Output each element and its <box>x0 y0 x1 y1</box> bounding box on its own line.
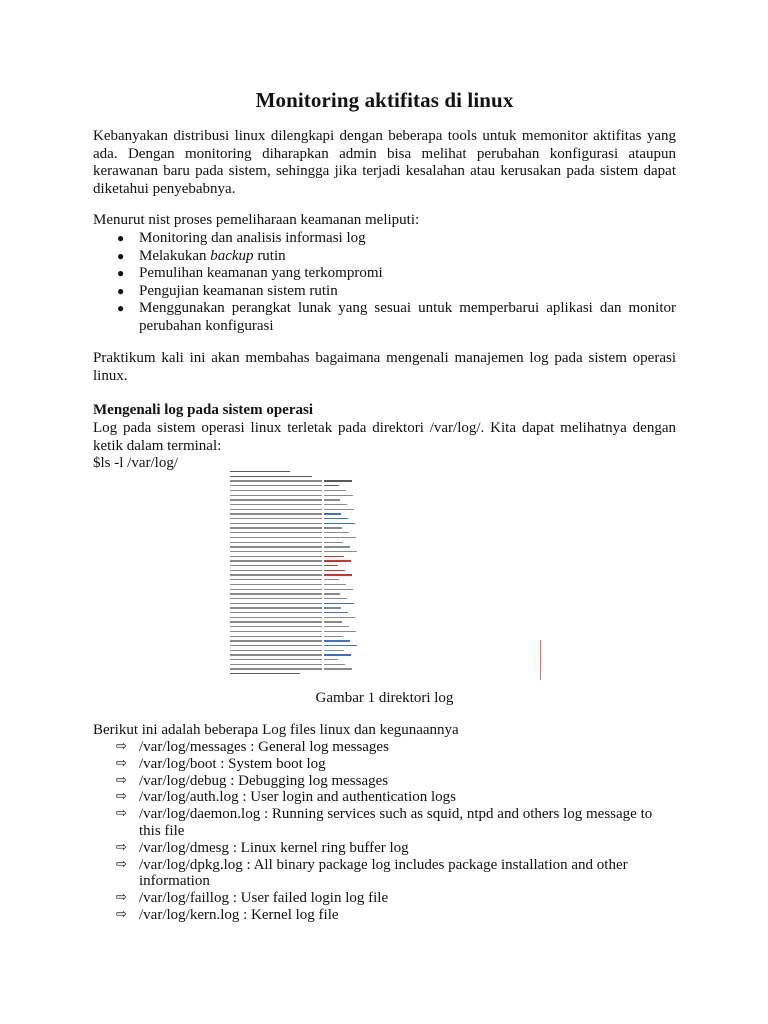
terminal-filename <box>324 518 348 519</box>
terminal-filename <box>324 565 338 566</box>
terminal-filename <box>324 584 346 585</box>
terminal-filename <box>324 509 354 510</box>
terminal-filename <box>324 650 344 651</box>
terminal-line <box>230 598 322 599</box>
terminal-line <box>230 654 322 655</box>
list-item: ⇨ /var/log/daemon.log : Running services such as squid, ntpd and others log message to this file <box>116 806 653 839</box>
terminal-line <box>230 551 322 552</box>
terminal-line <box>230 556 322 557</box>
arrow-right-icon: ⇨ <box>116 739 127 754</box>
terminal-line <box>230 621 322 622</box>
list-item: ● Pengujian keamanan sistem rutin <box>117 282 338 299</box>
log-file-list <box>93 739 676 924</box>
terminal-filename <box>324 631 356 632</box>
arrow-right-icon: ⇨ <box>116 789 127 805</box>
terminal-filename <box>324 636 343 637</box>
list-item: ● Pemulihan keamanan yang terkompromi <box>117 265 383 281</box>
bullet-list <box>93 230 676 335</box>
terminal-filename <box>324 612 348 613</box>
terminal-filename <box>324 589 353 590</box>
terminal-line <box>230 476 312 477</box>
terminal-line <box>230 574 322 575</box>
arrow-right-icon: ⇨ <box>116 772 127 788</box>
terminal-line <box>230 640 322 641</box>
terminal-filename <box>324 654 351 655</box>
terminal-line <box>230 523 322 524</box>
terminal-line <box>230 589 322 590</box>
terminal-filename <box>324 617 355 618</box>
terminal-line <box>230 504 322 505</box>
terminal-filename <box>324 598 347 599</box>
terminal-filename <box>324 499 340 500</box>
terminal-line <box>230 560 322 561</box>
terminal-filename <box>324 542 343 543</box>
list-item: ● Menggunakan perangkat lunak yang sesuai untuk memperbarui aplikasi dan monitor perubahan konfigurasi <box>117 300 676 334</box>
terminal-line <box>230 664 322 665</box>
list-item: ● Monitoring dan analisis informasi log <box>117 230 366 246</box>
terminal-line <box>230 668 322 669</box>
terminal-text-block <box>227 468 359 680</box>
terminal-filename <box>324 579 339 580</box>
list-item: ⇨ /var/log/dmesg : Linux kernel ring buffer log <box>116 839 409 856</box>
log-intro-paragraph: Log pada sistem operasi linux terletak pada direktori /var/log/. Kita dapat melihatnya dengan ketik dalam terminal: <box>93 420 676 454</box>
arrow-right-icon: ⇨ <box>116 839 127 855</box>
emphasis: backup <box>210 247 254 264</box>
terminal-line <box>230 480 322 481</box>
terminal-filename <box>324 607 341 608</box>
terminal-line <box>230 673 300 674</box>
terminal-line <box>230 603 322 604</box>
terminal-filename <box>324 560 351 561</box>
nist-intro: Menurut nist proses pemeliharaan keamanan meliputi: <box>93 212 420 228</box>
terminal-line <box>230 565 322 566</box>
terminal-filename <box>324 574 352 575</box>
terminal-filename <box>324 513 341 514</box>
terminal-filename <box>324 523 355 524</box>
list-item: ⇨ /var/log/messages : General log messages <box>116 739 389 755</box>
bullet-icon: ● <box>117 266 125 280</box>
list-item: ⇨ /var/log/kern.log : Kernel log file <box>116 906 339 923</box>
terminal-filename <box>324 537 356 538</box>
list-item: ⇨ /var/log/debug : Debugging log messages <box>116 772 389 789</box>
terminal-line <box>230 537 322 538</box>
terminal-line <box>230 659 322 660</box>
intro-paragraph: Kebanyakan distribusi linux dilengkapi dengan beberapa tools untuk memonitor aktifitas yang ada. Dengan monitoring diharapkan admin bisa melihat perubahan konfigurasi ataupun kerawanan baru pada sistem, sehingga jika terjadi kesalahan atau kerusakan pada sistem dapat diketahui penyebabnya. <box>93 128 676 197</box>
terminal-filename <box>324 603 354 604</box>
terminal-line <box>230 513 322 514</box>
praktikum-paragraph: Praktikum kali ini akan membahas bagaimana mengenali manajemen log pada sistem operasi linux. <box>93 350 676 384</box>
arrow-right-icon: ⇨ <box>116 755 127 771</box>
arrow-right-icon: ⇨ <box>116 806 127 822</box>
terminal-line <box>230 499 322 500</box>
terminal-filename <box>324 485 339 486</box>
terminal-line <box>230 584 322 585</box>
terminal-line <box>230 495 322 496</box>
terminal-filename <box>324 664 345 665</box>
list-item: ● Melakukan backup rutin <box>117 247 286 264</box>
log-files-intro: Berikut ini adalah beberapa Log files linux dan kegunaannya <box>93 722 459 738</box>
terminal-filename <box>324 645 357 646</box>
screenshot-edge-line <box>540 640 541 680</box>
arrow-right-icon: ⇨ <box>116 906 127 922</box>
terminal-filename <box>324 621 342 622</box>
terminal-filename <box>324 532 349 533</box>
terminal-line <box>230 542 322 543</box>
figure-caption: Gambar 1 direktori log <box>315 690 454 706</box>
terminal-line <box>230 546 322 547</box>
terminal-command: $ls -l /var/log/ <box>93 455 178 471</box>
terminal-line <box>230 570 322 571</box>
terminal-line <box>230 527 322 528</box>
terminal-line <box>230 636 322 637</box>
terminal-filename <box>324 527 342 528</box>
arrow-right-icon: ⇨ <box>116 890 127 906</box>
terminal-filename <box>324 659 338 660</box>
terminal-line <box>230 490 322 491</box>
arrow-right-icon: ⇨ <box>116 856 127 872</box>
terminal-filename <box>324 504 347 505</box>
terminal-line <box>230 579 322 580</box>
terminal-line <box>230 471 290 472</box>
bullet-icon: ● <box>117 248 125 263</box>
terminal-filename <box>324 556 344 557</box>
terminal-filename <box>324 668 352 669</box>
terminal-line <box>230 617 322 618</box>
terminal-filename <box>324 593 340 594</box>
terminal-filename <box>324 570 345 571</box>
terminal-line <box>230 532 322 533</box>
terminal-filename <box>324 490 346 491</box>
terminal-line <box>230 518 322 519</box>
list-item: ⇨ /var/log/boot : System boot log <box>116 755 326 772</box>
terminal-line <box>230 626 322 627</box>
terminal-line <box>230 631 322 632</box>
terminal-filename <box>324 480 352 481</box>
list-item: ⇨ /var/log/auth.log : User login and authentication logs <box>116 789 457 806</box>
terminal-filename <box>324 640 350 641</box>
terminal-filename <box>324 626 349 627</box>
bullet-icon: ● <box>117 283 125 298</box>
document-title: Monitoring aktifitas di linux <box>255 88 514 112</box>
terminal-line <box>230 650 322 651</box>
terminal-line <box>230 485 322 486</box>
terminal-filename <box>324 495 353 496</box>
bullet-icon: ● <box>117 301 125 315</box>
bullet-icon: ● <box>117 231 125 245</box>
terminal-line <box>230 645 322 646</box>
terminal-screenshot <box>227 468 543 680</box>
terminal-filename <box>324 551 357 552</box>
list-item: ⇨ /var/log/faillog : User failed login log file <box>116 890 389 907</box>
terminal-line <box>230 607 322 608</box>
section-heading: Mengenali log pada sistem operasi <box>93 402 313 418</box>
terminal-line <box>230 612 322 613</box>
list-item: ⇨ /var/log/dpkg.log : All binary package log includes package installation and other information <box>116 856 628 890</box>
terminal-line <box>230 593 322 594</box>
terminal-line <box>230 509 322 510</box>
terminal-filename <box>324 546 350 547</box>
